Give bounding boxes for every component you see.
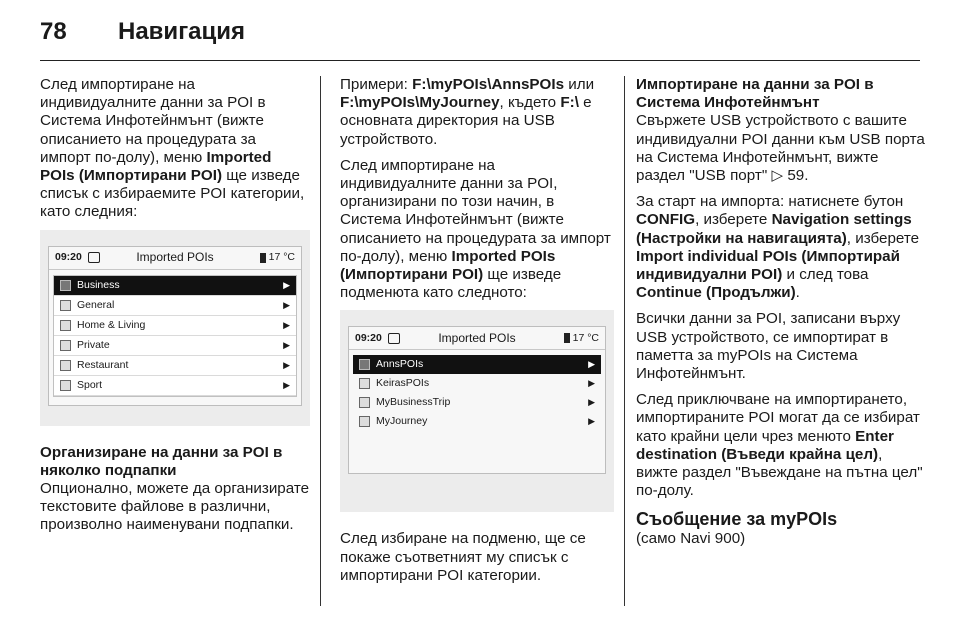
infotainment-screen	[48, 246, 302, 406]
clock: 09:20	[55, 251, 82, 264]
phone-icon	[260, 253, 266, 263]
list-item-label: Private	[77, 338, 110, 351]
list-item[interactable]	[54, 356, 296, 376]
chevron-right-icon: ▶	[283, 319, 290, 330]
list-item-label: MyJourney	[376, 415, 428, 428]
infotainment-screen	[348, 326, 606, 474]
list-item-label: MyBusinessTrip	[376, 396, 451, 409]
screen-title: Imported POIs	[438, 330, 516, 345]
category-list	[53, 275, 297, 397]
phone-icon	[564, 333, 570, 343]
subtitle: (само Navi 900)	[636, 530, 746, 548]
folder-icon	[359, 359, 370, 370]
column-1	[40, 76, 310, 543]
list-item[interactable]	[353, 412, 601, 431]
list-item[interactable]	[353, 355, 601, 374]
section-heading: Организиране на данни за POI в няколко подпапки	[40, 443, 283, 479]
column-2	[340, 76, 614, 593]
column-divider-2	[624, 76, 625, 606]
folder-icon	[60, 280, 71, 291]
list-item-label: General	[77, 298, 115, 311]
page-ref-icon: ▷	[771, 167, 784, 185]
chevron-right-icon: ▶	[588, 359, 595, 370]
temperature: 17 °C	[564, 332, 599, 345]
submenu-list	[353, 355, 601, 465]
paragraph: След импортиране на индивидуалните данни за POI в Система Инфотейнмънт (вижте описанието на процедурата за импорт по-долу), меню Imported POIs (Импортирани POI) ще изведе списък с избираемите POI категории, като следния:	[40, 76, 305, 221]
list-item-label: Sport	[77, 378, 103, 391]
paragraph: За старт на импорта: натиснете бутон CONFIG, изберете Navigation settings (Настройки на навигацията), изберете Import individual POIs (Импортирай индивидуални POI) и след това Continue (Продължи).	[636, 193, 920, 302]
chevron-right-icon: ▶	[283, 279, 290, 290]
chevron-right-icon: ▶	[283, 379, 290, 390]
paragraph: Опционално, можете да организирате текстовите файлове в различни, произволно наименувани подпапки.	[40, 480, 310, 534]
list-item-label: KeirasPOIs	[376, 377, 430, 390]
list-item-label: Restaurant	[77, 358, 129, 371]
folder-icon	[60, 320, 71, 331]
chevron-right-icon: ▶	[588, 378, 595, 389]
status-bar	[49, 247, 301, 270]
paragraph: Всички данни за POI, записани върху USB устройството, се импортират в паметта за myPOIs на Система Инфотейнмънт.	[636, 310, 901, 383]
header-rule	[40, 60, 920, 61]
paragraph: Свържете USB устройството с вашите индивидуални POI данни към USB порта на Система Инфотейнмънт, вижте раздел "USB порт" ▷ 59.	[636, 112, 925, 185]
folder-icon	[359, 416, 370, 427]
folder-icon	[60, 380, 71, 391]
status-bar	[349, 327, 605, 350]
folder-icon	[359, 397, 370, 408]
paragraph: Примери: F:\myPOIs\AnnsPOIs или F:\myPOIs\MyJourney, където F:\ е основната директория на USB устройството.	[340, 76, 595, 148]
folder-icon	[359, 378, 370, 389]
list-item-label: AnnsPOIs	[376, 358, 424, 371]
column-divider-1	[320, 76, 321, 606]
list-item-label: Business	[77, 278, 120, 291]
section-heading-large: Съобщение за myPOIs	[636, 509, 838, 530]
list-item-label: Home & Living	[77, 318, 146, 331]
screenshot-imported-pois-submenus	[340, 310, 614, 512]
list-item[interactable]	[353, 393, 601, 412]
page-number: 78	[40, 18, 67, 45]
list-item[interactable]	[54, 376, 296, 396]
paragraph: След импортиране на индивидуалните данни за POI, организирани по този начин, в Система Инфотейнмънт (вижте описанието на процедурата за импорт по-долу), меню Imported POIs (Импортирани POI) ще изведе подменюта като следното:	[340, 156, 611, 302]
list-item[interactable]	[54, 276, 296, 296]
section-heading: Импортиране на данни за POI в Система Инфотейнмънт	[636, 76, 874, 112]
page-title: Навигация	[118, 18, 246, 45]
paragraph: След приключване на импортирането, импортираните POI могат да се избират като крайни цели чрез менюто Enter destination (Въведи крайна цел), вижте раздел "Въвеждане на пътна цел" по-долу.	[636, 391, 923, 500]
chevron-right-icon: ▶	[588, 416, 595, 427]
list-item[interactable]	[54, 316, 296, 336]
chevron-right-icon: ▶	[588, 397, 595, 408]
column-3	[636, 76, 926, 549]
list-item[interactable]	[54, 296, 296, 316]
paragraph: След избиране на подменю, ще се покаже съответният му списък с импортирани POI категории.	[340, 530, 586, 584]
list-item[interactable]	[54, 336, 296, 356]
temperature: 17 °C	[260, 251, 295, 264]
folder-icon	[60, 340, 71, 351]
clock: 09:20	[355, 331, 382, 344]
screen-title: Imported POIs	[136, 250, 214, 265]
screenshot-imported-pois	[40, 230, 310, 426]
list-item[interactable]	[353, 374, 601, 393]
folder-icon	[60, 360, 71, 371]
chevron-right-icon: ▶	[283, 359, 290, 370]
folder-icon	[60, 300, 71, 311]
chevron-right-icon: ▶	[283, 299, 290, 310]
chevron-right-icon: ▶	[283, 339, 290, 350]
